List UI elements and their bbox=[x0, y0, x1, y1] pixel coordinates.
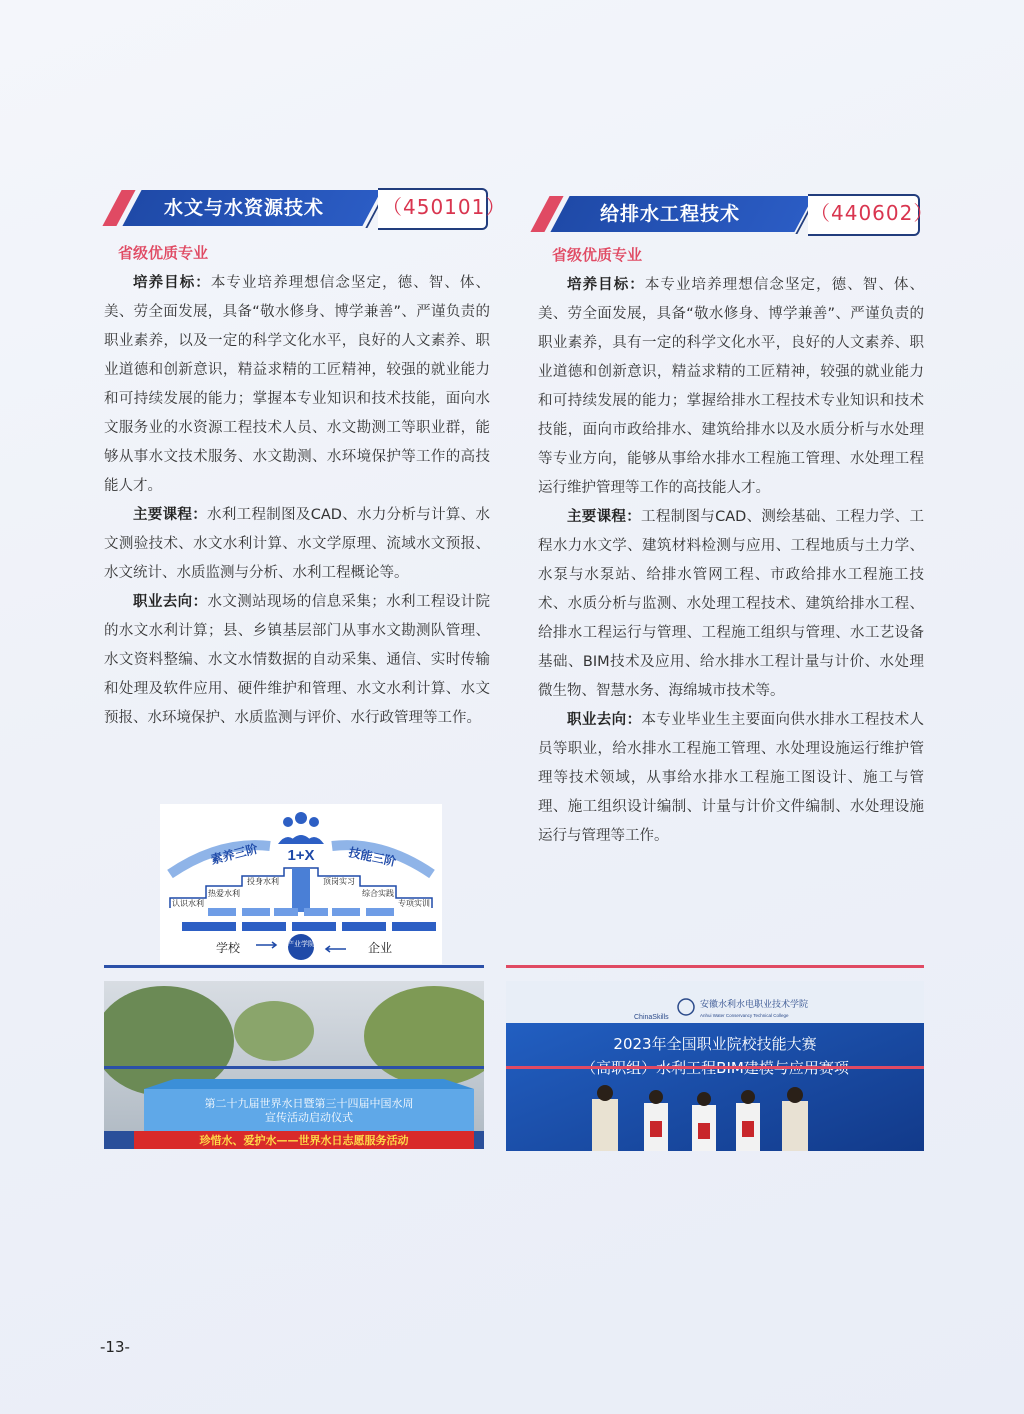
left-arrow-label: 素养三阶 bbox=[209, 841, 260, 867]
course-label: 主要课程： bbox=[567, 509, 642, 525]
photo-right-top-bar bbox=[506, 965, 924, 968]
career-paragraph bbox=[104, 588, 490, 733]
course-text: 水利工程制图及CAD、水力分析与计算、水文测验技术、水文水利计算、水文学原理、流域水文预报、水文统计、水质监测与分析、水利工程概论等。 bbox=[104, 507, 490, 581]
course-label: 主要课程： bbox=[133, 507, 208, 523]
career-text: 本专业毕业生主要面向供水排水工程技术人员等职业，给水排水工程施工管理、水处理设施运行维护管理等技术领域，从事给水排水工程施工图设计、施工与管理、施工组织设计编制、计量与计价文件编制、水处理设施运行与管理等工作。 bbox=[538, 712, 925, 844]
step-label: 顶岗实习 bbox=[323, 877, 355, 886]
course-paragraph bbox=[104, 501, 490, 588]
course-paragraph bbox=[538, 503, 924, 706]
step-label: 认识水利 bbox=[172, 899, 204, 908]
center-label: 1+X bbox=[287, 847, 315, 864]
step-label: 综合实践 bbox=[362, 889, 394, 898]
quality-badge: 省级优质专业 bbox=[118, 244, 209, 262]
major-title: 水文与水资源技术 bbox=[164, 197, 325, 219]
college-name-en: Anhui Water Conservancy Technical College bbox=[700, 1013, 789, 1018]
career-label: 职业去向： bbox=[133, 594, 208, 610]
goal-label: 培养目标： bbox=[133, 275, 211, 291]
right-column bbox=[538, 194, 935, 851]
volunteer-event-photo bbox=[104, 981, 484, 1149]
photo-scene bbox=[104, 981, 484, 1149]
photo-right-bottom-bar bbox=[506, 1066, 924, 1069]
major-code-value: 450101 bbox=[403, 195, 486, 219]
school-label: 学校 bbox=[216, 941, 241, 955]
career-paragraph bbox=[538, 706, 924, 851]
people-icon bbox=[278, 812, 324, 844]
step-label: 投身水利 bbox=[247, 877, 279, 886]
training-model-diagram bbox=[160, 804, 442, 964]
industry-college-label: 产业学院 bbox=[287, 940, 315, 948]
slogan-text: 珍惜水、爱护水——世界水日志愿服务活动 bbox=[199, 1134, 409, 1147]
competition-line-1: 2023年全国职业院校技能大赛 bbox=[613, 1035, 817, 1053]
page-number: -13- bbox=[100, 1338, 130, 1356]
right-arrow-label: 技能三阶 bbox=[347, 845, 398, 869]
chinaskills-logo: ChinaSkills bbox=[634, 1014, 669, 1021]
major-code: （450101） bbox=[382, 195, 507, 219]
photo-left-bottom-bar bbox=[104, 1066, 484, 1069]
enterprise-label: 企业 bbox=[368, 941, 393, 955]
major-code: （440602） bbox=[810, 201, 935, 225]
banner-line-1: 第二十九届世界水日暨第三十四届中国水周 bbox=[204, 1097, 414, 1110]
quality-badge: 省级优质专业 bbox=[552, 246, 643, 264]
major-title-bar bbox=[104, 188, 507, 228]
step-label: 专项实训 bbox=[398, 899, 430, 908]
major-title: 给排水工程技术 bbox=[600, 203, 741, 225]
banner-line-2: 宣传活动启动仪式 bbox=[265, 1111, 353, 1124]
step-label: 热爱水利 bbox=[208, 889, 240, 898]
major-code-value: 440602 bbox=[831, 201, 914, 225]
diagram-graphic bbox=[160, 804, 442, 964]
goal-text: 本专业培养理想信念坚定，德、智、体、美、劳全面发展，具备“敬水修身、博学兼善”、严谨负责的职业素养，以及一定的科学文化水平，良好的人文素养、职业道德和创新意识，精益求精的工匠精神，较强的就业能力和可持续发展的能力；掌握本专业知识和技术技能，面向水文服务业的水资源工程技术人员、水文勘测工等职业群，能够从事水文技术服务、水文勘测、水环境保护等工作的高技能人才。 bbox=[104, 275, 491, 494]
goal-paragraph bbox=[538, 271, 924, 503]
college-name: 安徽水利水电职业技术学院 bbox=[700, 1000, 809, 1010]
major-title-bar bbox=[538, 194, 935, 234]
career-label: 职业去向： bbox=[567, 712, 642, 728]
photo-left-top-bar bbox=[104, 965, 484, 968]
goal-paragraph bbox=[104, 269, 490, 501]
course-text: 工程制图与CAD、测绘基础、工程力学、工程水力水文学、建筑材料检测与应用、工程地质与土力学、水泵与水泵站、给排水管网工程、市政给排水工程施工技术、水质分析与监测、水处理工程技术、建筑给排水工程、给排水工程运行与管理、工程施工组织与管理、水工艺设备基础、BIM技术及应用、给水排水工程计量与计价、水处理微生物、智慧水务、海绵城市技术等。 bbox=[538, 509, 924, 699]
goal-label: 培养目标： bbox=[567, 277, 645, 293]
left-column bbox=[104, 188, 507, 733]
goal-text: 本专业培养理想信念坚定，德、智、体、美、劳全面发展，具备“敬水修身、博学兼善”、严谨负责的职业素养，具有一定的科学文化水平，良好的人文素养、职业道德和创新意识，精益求精的工匠精神，较强的就业能力和可持续发展的能力；掌握给排水工程技术专业知识和技术技能，面向市政给排水、建筑给排水以及水质分析与水处理等专业方向，能够从事给水排水工程施工管理、水处理工程运行维护管理等工作的高技能人才。 bbox=[538, 277, 925, 496]
center-pillar bbox=[292, 868, 310, 912]
career-text: 水文测站现场的信息采集；水利工程设计院的水文水利计算；县、乡镇基层部门从事水文勘测队管理、水文资料整编、水文水情数据的自动采集、通信、实时传输和处理及软件应用、硬件维护和管理、水文水利计算、水文预报、水环境保护、水质监测与评价、水行政管理等工作。 bbox=[104, 594, 491, 726]
